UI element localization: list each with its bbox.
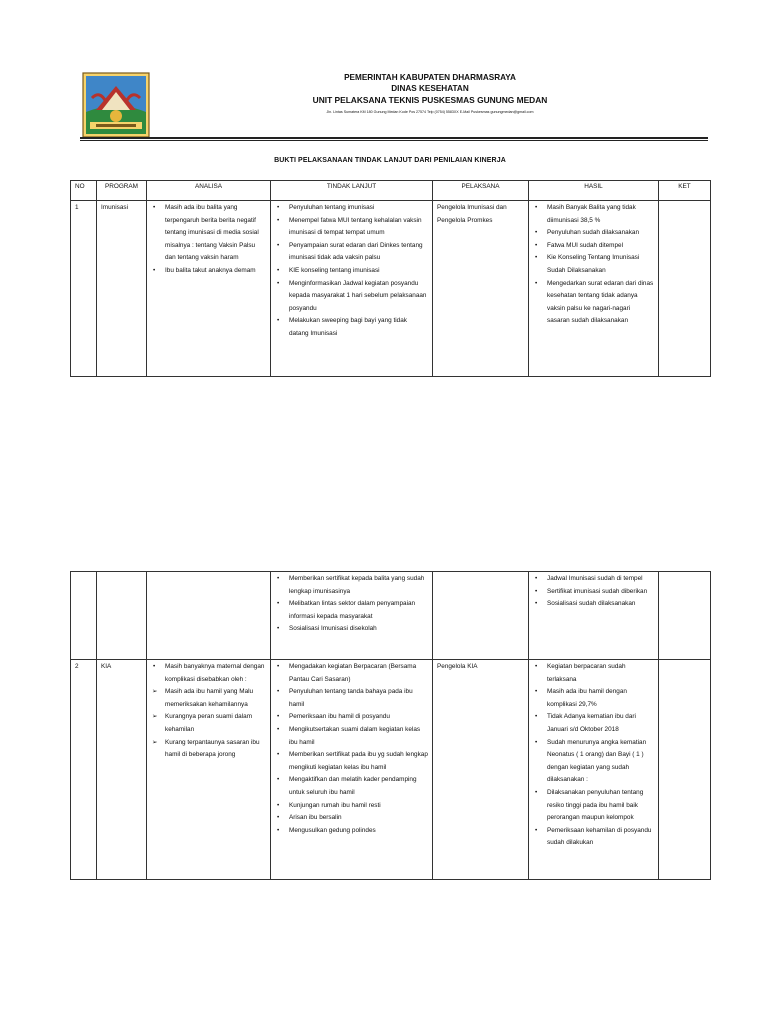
list-item: • Melibatkan lintas sektor dalam penyampaian informasi kepada masyarakat (289, 598, 428, 623)
list-item: • Ibu balita takut anaknya demam (165, 265, 266, 278)
table-row (71, 572, 711, 660)
list-item: • Pemeriksaan kehamilan di posyandu sudah dilakukan (547, 825, 654, 850)
row-program: Imunisasi (97, 201, 147, 377)
row-tindak-lanjut (271, 201, 433, 377)
list-item: • Masih banyaknya maternal dengan komplikasi disebabkan oleh : (165, 661, 266, 686)
list-item: • Mengaktifkan dan melatih kader pendamping untuk seluruh ibu hamil (289, 774, 428, 799)
letterhead-government: PEMERINTAH KABUPATEN DHARMASRAYA (344, 73, 516, 82)
col-header-pelaksana: PELAKSANA (433, 181, 529, 201)
list-item: • Sudah menurunya angka kematian Neonatus ( 1 orang) dan Bayi ( 1 ) dengan kegiatan yang sudah dilaksanakan : (547, 737, 654, 787)
row-analisa (147, 660, 271, 880)
list-item: • Penyuluhan tentang tanda bahaya pada ibu hamil (289, 686, 428, 711)
list-item: • Masih Banyak Balita yang tidak diimunisasi 38,5 % (547, 202, 654, 227)
list-item: • Dilaksanakan penyuluhan tentang resiko tinggi pada ibu hamil baik perorangan maupun kelompok (547, 787, 654, 825)
list-item: • Arisan ibu bersalin (289, 812, 428, 825)
list-item: • Fatwa MUI sudah ditempel (547, 240, 654, 253)
list-item: • Memberikan sertifikat pada ibu yg sudah lengkap mengikuti kegiatan kelas ibu hamil (289, 749, 428, 774)
list-item: • Menginformasikan Jadwal kegiatan posyandu kepada masyarakat 1 hari sebelum pelaksanaan posyandu (289, 278, 428, 316)
row-analisa (147, 201, 271, 377)
list-item: • Jadwal Imunisasi sudah di tempel (547, 573, 654, 586)
list-item: • Masih ada ibu balita yang terpengaruh berita berita negatif tentang imunisasi di media sosial misalnya : tentang Vaksin Palsu dan tentang vaksin haram (165, 202, 266, 265)
list-item: • Penyuluhan sudah dilaksanakan (547, 227, 654, 240)
col-header-hasil: HASIL (529, 181, 659, 201)
col-header-program: PROGRAM (97, 181, 147, 201)
list-item: • Kunjungan rumah ibu hamil resti (289, 800, 428, 813)
col-header-ket: KET (659, 181, 711, 201)
evaluation-table (70, 180, 711, 377)
row-hasil (529, 201, 659, 377)
letterhead (160, 72, 700, 116)
letterhead-unit: UNIT PELAKSANA TEKNIS PUSKESMAS GUNUNG MEDAN (312, 95, 548, 105)
list-item: • Menempel fatwa MUI tentang kehalalan vaksin imunisasi di tempat tempat umum (289, 215, 428, 240)
table-row (71, 201, 711, 377)
list-item: • Penyuluhan tentang imunisasi (289, 202, 428, 215)
row-tindak-lanjut (271, 572, 433, 660)
table-header-row (71, 181, 711, 201)
list-item: • Mengedarkan surat edaran dari dinas kesehatan tentang tidak adanya vaksin palsu ke nagari-nagari sasaran sudah dilaksanakan (547, 278, 654, 328)
row-ket (659, 660, 711, 880)
row-pelaksana: Pengelola Imunisasi dan Pengelola Promkes (433, 201, 529, 377)
list-item: • Kie Konseling Tentang Imunisasi Sudah Dilaksanakan (547, 252, 654, 277)
table-row (71, 660, 711, 880)
dharmasraya-logo (82, 72, 150, 138)
list-item: • Sosialisasi sudah dilaksanakan (547, 598, 654, 611)
row-hasil (529, 660, 659, 880)
letterhead-rule-thin (80, 140, 708, 141)
row-number: 1 (71, 201, 97, 377)
list-item: • Memberikan sertifikat kepada balita yang sudah lengkap imunisasinya (289, 573, 428, 598)
list-item: • Penyampaian surat edaran dari Dinkes tentang imunisasi tidak ada vaksin palsu (289, 240, 428, 265)
list-item: ➢ Masih ada ibu hamil yang Malu memeriksakan kehamilannya (165, 686, 266, 711)
evaluation-table-continued (70, 571, 711, 880)
letterhead-agency: DINAS KESEHATAN (391, 84, 469, 93)
letterhead-rule (80, 137, 708, 139)
row-hasil (529, 572, 659, 660)
list-item: • Masih ada ibu hamil dengan komplikasi 29,7% (547, 686, 654, 711)
letterhead-address: Jln. Lintas Sumatera KM 180 Gunung Medan Kode Pos 27574 Telp (0754) 5583XX E-Mail Puskesmas gunungmedan@gmail.com (326, 110, 534, 114)
col-header-no: NO (71, 181, 97, 201)
list-item: • KIE konseling tentang imunisasi (289, 265, 428, 278)
row-tindak-lanjut (271, 660, 433, 880)
row-ket (659, 201, 711, 377)
row-pelaksana: Pengelola KIA (433, 660, 529, 880)
list-item: ➢ Kurang terpantaunya sasaran ibu hamil di beberapa jorong (165, 737, 266, 762)
row-number: 2 (71, 660, 97, 880)
list-item: • Tidak Adanya kematian ibu dari Januari s/d Oktober 2018 (547, 711, 654, 736)
col-header-analisa: ANALISA (147, 181, 271, 201)
list-item: • Mengusulkan gedung polindes (289, 825, 428, 838)
list-item: • Sosialisasi Imunisasi disekolah (289, 623, 428, 636)
list-item: • Mengadakan kegiatan Berpacaran (Bersama Pantau Cari Sasaran) (289, 661, 428, 686)
document-title: BUKTI PELAKSANAAN TINDAK LANJUT DARI PENILAIAN KINERJA (274, 157, 506, 164)
list-item: • Pemeriksaan ibu hamil di posyandu (289, 711, 428, 724)
list-item: • Mengikutsertakan suami dalam kegiatan kelas ibu hamil (289, 724, 428, 749)
list-item: • Sertifikat imunisasi sudah diberikan (547, 586, 654, 599)
row-program: KIA (97, 660, 147, 880)
list-item: • Melakukan sweeping bagi bayi yang tidak datang Imunisasi (289, 315, 428, 340)
list-item: • Kegiatan berpacaran sudah terlaksana (547, 661, 654, 686)
col-header-tindak-lanjut: TINDAK LANJUT (271, 181, 433, 201)
list-item: ➢ Kurangnya peran suami dalam kehamilan (165, 711, 266, 736)
